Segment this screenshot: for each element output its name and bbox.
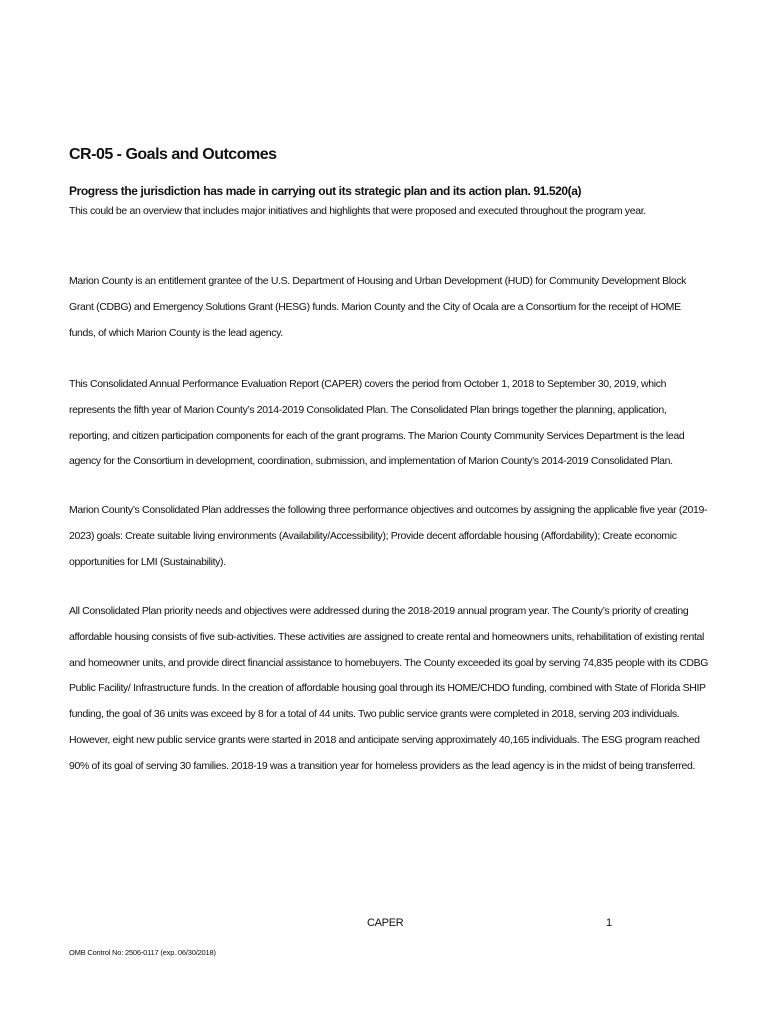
paragraph-priority-needs: All Consolidated Plan priority needs and objectives were addressed during the 2018-2019 annual program year. The County’s priority of creating affordable housing consists of five sub-activities. These activities are assigned to create rental and homeowners units, rehabilitation of existing rental and homeowner units, and provide direct financial assistance to homebuyers. The County exceeded its goal by serving 74,835 people with its CDBG Public Facility/ Infrastructure funds. In the creation of affordable housing goal through its HOME/CHDO funding, combined with State of Florida SHIP funding, the goal of 36 units was exceed by 8 for a total of 44 units. Two public service grants were completed in 2018, serving 203 individuals. However, eight new public service grants were started in 2018 and anticipate serving approximately 40,165 individuals. The ESG program reached 90% of its goal of serving 30 families. 2018-19 was a transition year for homeless providers as the lead agency is in the midst of being transferred.	[69, 605, 709, 772]
paragraph-entitlement: Marion County is an entitlement grantee of the U.S. Department of Housing and Urban Development (HUD) for Community Development Block Grant (CDBG) and Emergency Solutions Grant (HESG) funds. Marion County and the City of Ocala are a Consortium for the receipt of HOME funds, of which Marion County is the lead agency.	[69, 275, 687, 339]
paragraph-objectives: Marion County’s Consolidated Plan addresses the following three performance objectives and outcomes by assigning the applicable five year (2019-2023) goals: Create suitable living environments (Availability/Accessibility); Provide decent affordable housing (Affordability); Create economic opportunities for LMI (Sustainability).	[69, 504, 708, 568]
section-title: CR-05 - Goals and Outcomes	[69, 146, 277, 163]
footer-omb-control: OMB Control No: 2506-0117 (exp. 06/30/2018)	[69, 948, 216, 957]
section-subtitle: Progress the jurisdiction has made in carrying out its strategic plan and its action plan. 91.520(a)	[69, 184, 582, 198]
footer-page-number: 1	[606, 917, 613, 929]
paragraph-caper-period: This Consolidated Annual Performance Evaluation Report (CAPER) covers the period from October 1, 2018 to September 30, 2019, which represents the fifth year of Marion County’s 2014-2019 Consolidated Plan. The Consolidated Plan brings together the planning, application, reporting, and citizen participation components for each of the grant programs. The Marion County Community Services Department is the lead agency for the Consortium in development, coordination, submission, and implementation of Marion County’s 2014-2019 Consolidated Plan.	[69, 378, 685, 468]
section-intro: This could be an overview that includes major initiatives and highlights that were proposed and executed throughout the program year.	[69, 205, 646, 217]
footer-caper-label: CAPER	[367, 917, 404, 929]
